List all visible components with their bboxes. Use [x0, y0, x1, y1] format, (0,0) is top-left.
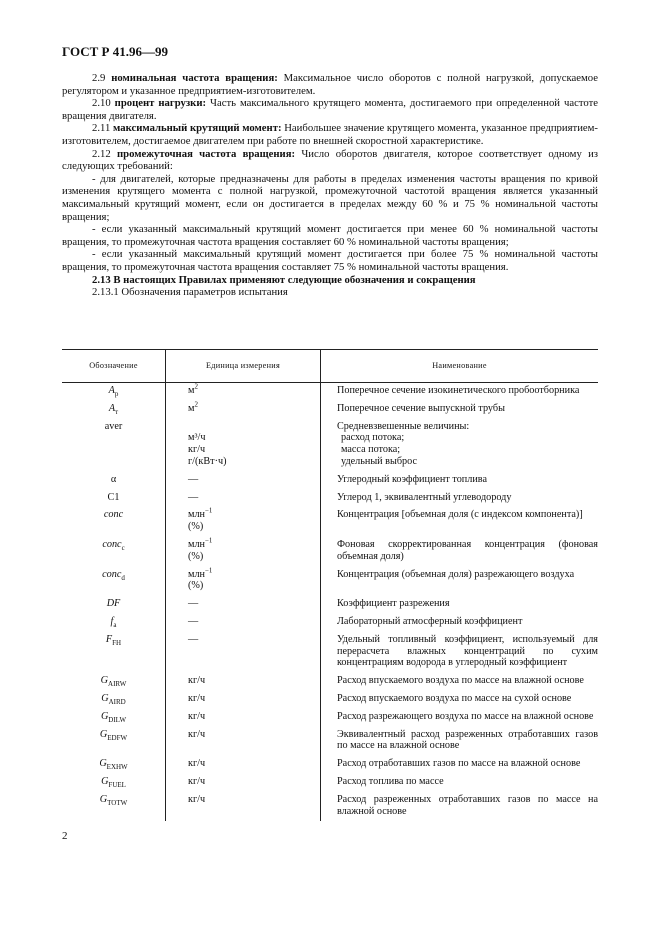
- cell-symbol: [62, 537, 166, 567]
- cell-symbol: [62, 596, 166, 614]
- name-text: Лабораторный атмосферный коэффициент: [337, 615, 523, 627]
- section-number: 2.10: [92, 97, 111, 110]
- name-text: Расход впускаемого воздуха по массе на влажной основе: [337, 675, 584, 687]
- symbol-subscript: TOTW: [107, 798, 128, 807]
- symbol-text: A: [108, 402, 116, 414]
- symbol-subscript: a: [113, 620, 117, 629]
- cell-symbol: [62, 419, 166, 472]
- unit-text: —: [188, 615, 199, 627]
- symbol-text: G: [100, 675, 109, 687]
- name-text: Поперечное сечение выпускной трубы: [337, 402, 505, 414]
- section-number: 2.11: [92, 122, 111, 135]
- symbol-text: C1: [107, 491, 120, 503]
- term: процент нагрузки:: [114, 97, 207, 110]
- symbol-text: F: [105, 633, 113, 645]
- cell-name: [321, 691, 599, 709]
- cell-name: [321, 537, 599, 567]
- cell-unit: [166, 774, 321, 792]
- unit-text-secondary: (%): [188, 550, 204, 562]
- section-title: В настоящих Правилах применяют следующие обозначения и сокращения: [113, 273, 476, 286]
- cell-name: [321, 727, 599, 757]
- section-number: 2.13.1: [92, 286, 119, 299]
- section-number: 2.9: [92, 72, 106, 84]
- table-row: [62, 567, 598, 597]
- cell-unit: [166, 792, 321, 822]
- page-number: 2: [62, 830, 68, 842]
- table-row: [62, 632, 598, 673]
- cell-symbol: [62, 490, 166, 508]
- name-text: Расход отработавших газов по массе на влажной основе: [337, 758, 581, 770]
- name-text: Расход разреженных отработавших газов по массе на влажной основе: [337, 793, 598, 817]
- cell-symbol: [62, 673, 166, 691]
- unit-text: кг/ч: [188, 775, 206, 787]
- unit-text: млн: [188, 509, 205, 521]
- table-row: [62, 490, 598, 508]
- section-2-13-1: [62, 286, 598, 299]
- cell-unit: [166, 383, 321, 401]
- document-header: ГОСТ Р 41.96—99: [62, 44, 168, 59]
- document-body: [62, 72, 598, 299]
- section-title: Обозначения параметров испытания: [121, 286, 288, 299]
- table-row: [62, 472, 598, 490]
- cell-name: [321, 596, 599, 614]
- symbol-subscript: FUEL: [108, 780, 126, 789]
- symbol-text: conc: [102, 568, 122, 580]
- symbol-text: G: [99, 758, 107, 770]
- symbol-subscript: DILW: [108, 715, 127, 724]
- cell-name: [321, 507, 599, 537]
- cell-name: [321, 401, 599, 419]
- cell-symbol: [62, 567, 166, 597]
- cell-unit: [166, 401, 321, 419]
- cell-symbol: [62, 727, 166, 757]
- unit-line: кг/ч: [188, 444, 206, 456]
- table-row: [62, 691, 598, 709]
- unit-text-secondary: (%): [188, 580, 204, 592]
- cell-unit: [166, 419, 321, 472]
- cell-unit: [166, 709, 321, 727]
- section-2-13: [62, 274, 598, 287]
- name-text: Расход разрежающего воздуха по массе на влажной основе: [337, 710, 594, 722]
- list-item: - для двигателей, которые предназначены для работы в пределах изменения частоты вращения по кривой изменения крутящего момента с полной нагрузкой, промежуточной частотой вращения является указанный максимальный крутящий момент, если он достигается в пределах между 60 % и 75 % номинальной частоты вращения;: [62, 172, 598, 223]
- symbol-subscript: d: [121, 573, 125, 582]
- symbol-text: G: [101, 775, 109, 787]
- cell-symbol: [62, 614, 166, 632]
- table-header-row: [62, 350, 598, 383]
- unit-text: м: [188, 385, 195, 396]
- symbol-text: DF: [106, 598, 121, 610]
- name-line: расход потока;: [341, 432, 405, 444]
- unit-line: г/(кВт·ч): [188, 455, 227, 467]
- section-number: 2.12: [92, 147, 111, 160]
- cell-unit: [166, 507, 321, 537]
- table-row: [62, 709, 598, 727]
- cell-unit: [166, 472, 321, 490]
- table-row: [62, 537, 598, 567]
- cell-symbol: [62, 472, 166, 490]
- unit-text: —: [188, 598, 199, 610]
- symbol-subscript: FH: [112, 638, 122, 647]
- symbol-subscript: p: [114, 390, 119, 399]
- unit-text: кг/ч: [188, 692, 206, 704]
- unit-text: —: [188, 473, 199, 485]
- unit-text: —: [188, 633, 199, 645]
- cell-unit: [166, 727, 321, 757]
- symbol-text: conc: [103, 509, 124, 521]
- name-text: Углерод 1, эквивалентный углеводороду: [337, 491, 512, 503]
- cell-symbol: [62, 774, 166, 792]
- section-2-12: [62, 148, 598, 173]
- definition: Наибольшее значение крутящего момента, указанное предприятием-изготовителем, достигаемое двигателем при работе по внешней скоростной характеристике.: [62, 122, 598, 147]
- table-body: [62, 383, 598, 822]
- symbol-text: α: [110, 473, 117, 485]
- cell-symbol: [62, 709, 166, 727]
- section-2-10: [62, 97, 598, 122]
- name-text: Коэффициент разрежения: [337, 598, 450, 610]
- symbol-text: aver: [104, 420, 123, 432]
- cell-symbol: [62, 792, 166, 822]
- table-row: [62, 419, 598, 472]
- header-name: Наименование: [321, 350, 599, 383]
- symbol-subscript: c: [121, 544, 125, 552]
- parameters-table: [62, 349, 598, 821]
- cell-unit: [166, 673, 321, 691]
- section-2-9: [62, 72, 598, 97]
- symbol-text: conc: [102, 538, 122, 550]
- unit-text: кг/ч: [188, 793, 206, 805]
- cell-symbol: [62, 383, 166, 401]
- name-line: удельный выброс: [341, 455, 417, 467]
- name-text: Средневзвешенные величины:: [337, 420, 470, 432]
- unit-text: кг/ч: [188, 675, 206, 687]
- unit-superscript: −1: [204, 506, 213, 515]
- cell-symbol: [62, 401, 166, 419]
- section-number: 2.13: [92, 273, 111, 286]
- cell-name: [321, 709, 599, 727]
- unit-superscript: 2: [194, 382, 198, 391]
- table-row: [62, 596, 598, 614]
- cell-name: [321, 614, 599, 632]
- cell-unit: [166, 537, 321, 567]
- unit-text: м: [188, 402, 195, 414]
- definition: Число оборотов двигателя, которое соответствует одному из следующих требований:: [62, 147, 599, 173]
- unit-superscript: 2: [194, 400, 198, 409]
- unit-text-secondary: (%): [188, 521, 204, 533]
- unit-text: млн: [188, 568, 205, 580]
- cell-symbol: [62, 507, 166, 537]
- cell-unit: [166, 632, 321, 673]
- symbol-text: A: [108, 385, 115, 396]
- unit-text: —: [188, 491, 199, 503]
- symbol-text: G: [101, 692, 109, 704]
- cell-name: [321, 490, 599, 508]
- unit-text: кг/ч: [188, 710, 206, 722]
- cell-symbol: [62, 632, 166, 673]
- unit-text: кг/ч: [188, 728, 206, 740]
- table-row: [62, 383, 598, 401]
- symbol-subscript: т: [115, 407, 119, 416]
- table-row: [62, 673, 598, 691]
- name-text: Расход топлива по массе: [337, 775, 444, 787]
- name-text: Удельный топливный коэффициент, используемый для перерасчета влажных концентраций по сухим концентрациям водорода в углеродный коэффициент: [337, 633, 598, 669]
- cell-unit: [166, 490, 321, 508]
- unit-text: млн: [188, 538, 205, 550]
- unit-superscript: −1: [204, 536, 213, 545]
- symbol-text: f: [110, 615, 114, 627]
- unit-line: м³/ч: [188, 432, 206, 444]
- header-unit: Единица измерения: [166, 350, 321, 383]
- term: максимальный крутящий момент:: [113, 122, 282, 135]
- section-2-11: [62, 122, 598, 147]
- cell-name: [321, 567, 599, 597]
- cell-symbol: [62, 691, 166, 709]
- symbol-subscript: EDFW: [107, 733, 128, 742]
- symbol-text: G: [99, 728, 108, 740]
- table-row: [62, 792, 598, 822]
- name-text: Расход впускаемого воздуха по массе на сухой основе: [337, 692, 572, 704]
- name-text: Концентрация (объемная доля) разрежающего воздуха: [337, 568, 575, 580]
- unit-superscript: −1: [204, 566, 213, 575]
- name-line: масса потока;: [341, 444, 401, 456]
- cell-name: [321, 792, 599, 822]
- symbol-subscript: EXHW: [106, 763, 128, 772]
- symbol-subscript: AIRW: [108, 680, 127, 689]
- header-symbol: Обозначение: [62, 350, 166, 383]
- cell-symbol: [62, 756, 166, 774]
- table-row: [62, 727, 598, 757]
- cell-name: [321, 774, 599, 792]
- name-text: Фоновая скорректированная концентрация (фоновая объемная доля): [337, 538, 598, 562]
- symbol-subscript: AIRD: [108, 697, 126, 706]
- cell-unit: [166, 567, 321, 597]
- table-row: [62, 756, 598, 774]
- name-text: Эквивалентный расход разреженных отработавших газов по массе на влажной основе: [337, 728, 598, 752]
- definition: Часть максимального крутящего момента, достигаемого при определенной частоте вращения двигателя.: [62, 97, 598, 122]
- table-row: [62, 774, 598, 792]
- cell-name: [321, 632, 599, 673]
- cell-name: [321, 472, 599, 490]
- definition: Максимальное число оборотов с полной нагрузкой, допускаемое регулятором и указанное предприятием-изготовителем.: [62, 72, 598, 97]
- cell-unit: [166, 691, 321, 709]
- list-item: - если указанный максимальный крутящий момент достигается при более 75 % номинальной частоты вращения, то промежуточная частота вращения составляет 75 % номинальной частоты вращения.: [62, 248, 598, 273]
- cell-unit: [166, 596, 321, 614]
- name-text: Поперечное сечение изокинетического пробоотборника: [337, 385, 580, 396]
- table-row: [62, 507, 598, 537]
- table-row: [62, 401, 598, 419]
- name-text: Концентрация [объемная доля (с индексом компонента)]: [337, 509, 583, 521]
- unit-text: кг/ч: [188, 758, 206, 770]
- symbol-text: G: [99, 793, 108, 805]
- term: промежуточная частота вращения:: [117, 147, 296, 160]
- term: номинальная частота вращения:: [111, 72, 278, 84]
- symbol-text: G: [100, 710, 109, 722]
- name-text: Углеродный коэффициент топлива: [337, 473, 487, 485]
- cell-name: [321, 383, 599, 401]
- cell-name: [321, 419, 599, 472]
- cell-unit: [166, 614, 321, 632]
- cell-name: [321, 756, 599, 774]
- table-row: [62, 614, 598, 632]
- cell-name: [321, 673, 599, 691]
- cell-unit: [166, 756, 321, 774]
- list-item: - если указанный максимальный крутящий момент достигается при менее 60 % номинальной частоты вращения, то промежуточная частота вращения составляет 60 % номинальной частоты вращения;: [62, 223, 598, 248]
